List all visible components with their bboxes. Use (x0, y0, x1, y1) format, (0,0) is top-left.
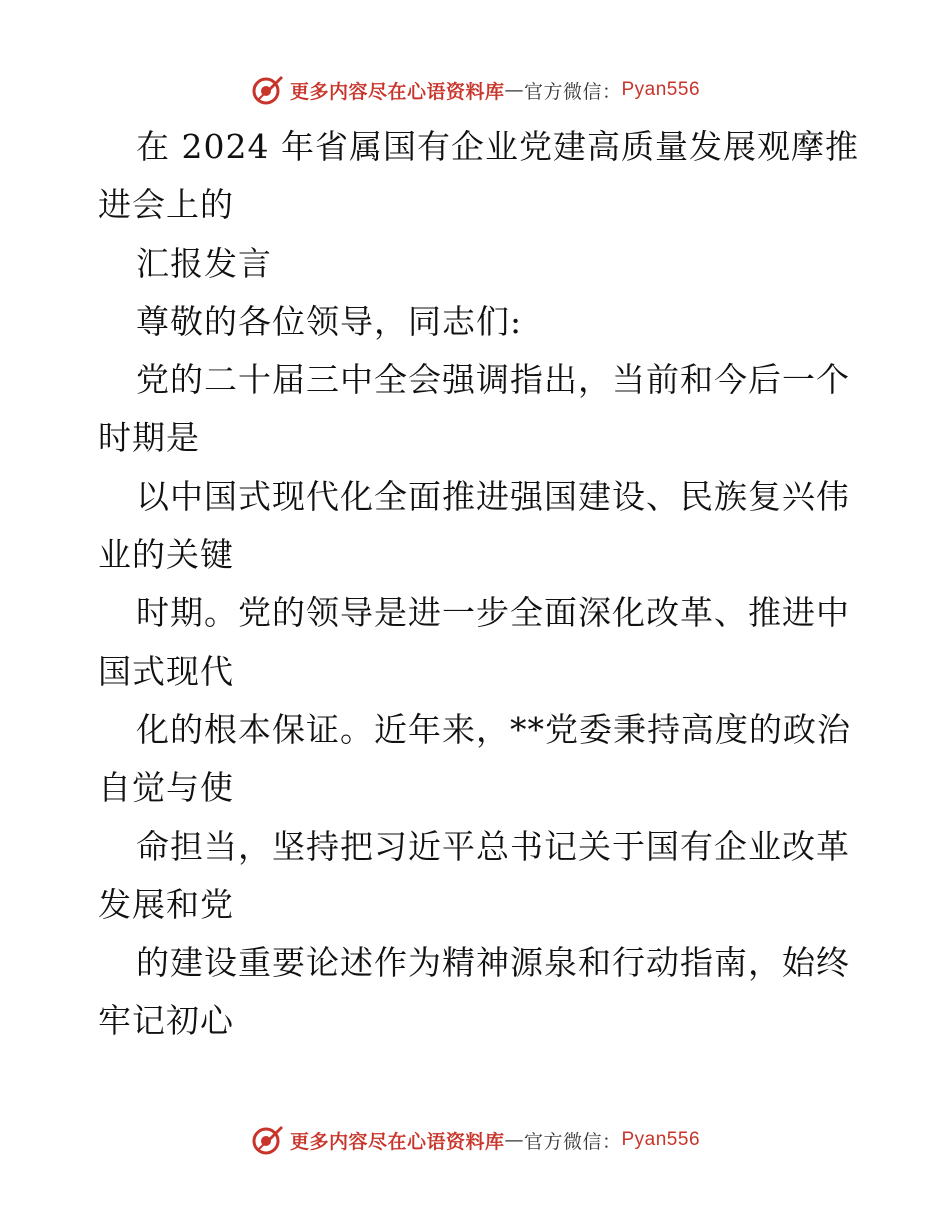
text-line: 汇报发言 (136, 243, 272, 283)
watermark-brand: 更多内容尽在心语资料库 (289, 80, 505, 103)
text-line: 化的根本保证。近年来，**党委秉持高度的政治 (136, 709, 851, 749)
text-line: 业的关键 (98, 535, 234, 575)
text-line: 的建设重要论述作为精神源泉和行动指南，始终 (136, 943, 850, 983)
text-line: 以中国式现代化全面推进强国建设、民族复兴伟 (136, 476, 850, 516)
text-line: 时期是 (98, 418, 200, 458)
watermark-contact: 官方微信： (523, 80, 622, 103)
text-line: 时期。党的领导是进一步全面深化改革、推进中 (136, 593, 850, 633)
watermark-wechat-id: Pyan556 (621, 79, 701, 100)
text-line: 命担当，坚持把习近平总书记关于国有企业改革 (136, 826, 850, 866)
header-watermark (0, 70, 950, 110)
watermark-brand: 更多内容尽在心语资料库 (289, 1130, 505, 1153)
text-line: 进会上的 (98, 185, 234, 225)
text-line: 牢记初心 (98, 1001, 234, 1041)
text-line: 尊敬的各位领导，同志们: (136, 301, 523, 341)
watermark-wechat-id: Pyan556 (621, 1129, 701, 1150)
text-line: 党的二十届三中全会强调指出，当前和今后一个 (136, 360, 850, 400)
footer-watermark (0, 1120, 950, 1160)
quill-pen-logo-icon (250, 73, 284, 107)
text-line: 国式现代 (98, 651, 234, 691)
quill-pen-logo-icon (250, 1123, 284, 1157)
watermark-separator: — (504, 79, 524, 101)
text-line: 发展和党 (98, 884, 234, 924)
document-body (98, 118, 858, 1051)
text-line: 自觉与使 (98, 768, 234, 808)
text-line: 在 2024 年省属国有企业党建高质量发展观摩推 (136, 127, 859, 166)
watermark-contact: 官方微信： (523, 1130, 622, 1153)
watermark-separator: — (504, 1129, 524, 1151)
